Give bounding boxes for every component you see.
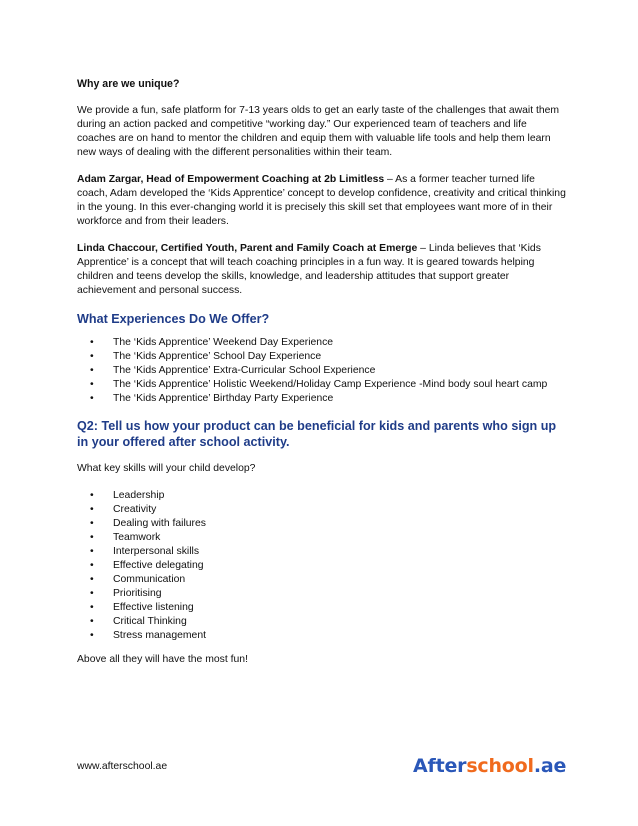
q2-intro: What key skills will your child develop? [77, 463, 256, 474]
list-item: • Communication [90, 574, 186, 585]
q2-heading: Q2: Tell us how your product can be beneficial for kids and parents who sign up in your offered after school activity. [77, 419, 557, 449]
list-item: • Teamwork [90, 532, 161, 543]
list-item: • The ‘Kids Apprentice’ School Day Experience [90, 351, 322, 362]
list-item: • Creativity [90, 504, 157, 515]
logo-part-ae: .ae [533, 755, 567, 777]
why-unique-heading: Why are we unique? [77, 78, 180, 90]
bullet-icon: • [90, 588, 94, 599]
bullet-icon: • [90, 351, 94, 362]
list-item: • The ‘Kids Apprentice’ Weekend Day Experience [90, 337, 334, 348]
list-item: • Dealing with failures [90, 518, 206, 529]
footer-website-link[interactable]: www.afterschool.ae [77, 761, 168, 772]
afterschool-logo [413, 755, 566, 777]
list-item: • Interpersonal skills [90, 546, 200, 557]
bullet-icon: • [90, 379, 94, 390]
bullet-icon: • [90, 337, 94, 348]
bullet-icon: • [90, 630, 94, 641]
bullet-icon: • [90, 546, 94, 557]
quote-adam-name: Adam Zargar, Head of Empowerment Coaching at 2b Limitless [77, 174, 385, 185]
experiences-list [77, 336, 567, 406]
document-body [77, 77, 567, 680]
experiences-heading: What Experiences Do We Offer? [77, 312, 270, 326]
bullet-icon: • [90, 490, 94, 501]
bullet-icon: • [90, 560, 94, 571]
bullet-icon: • [90, 602, 94, 613]
bullet-icon: • [90, 518, 94, 529]
quote-linda-text: – Linda believes that ‘Kids Apprentice’ is a concept that will teach coaching principles in a fun way. It is geared towards helping children and teens develop the skills, knowledge, and leadership attitudes that support greater achievement and personal success. [77, 243, 541, 296]
list-item: • The ‘Kids Apprentice’ Holistic Weekend/Holiday Camp Experience -Mind body soul heart camp [90, 379, 548, 390]
list-item: • Leadership [90, 490, 165, 501]
list-item: • The ‘Kids Apprentice’ Extra-Curricular School Experience [90, 365, 376, 376]
bullet-icon: • [90, 574, 94, 585]
list-item: • Stress management [90, 630, 206, 641]
quote-linda-name: Linda Chaccour, Certified Youth, Parent and Family Coach at Emerge [77, 243, 418, 254]
logo-part-after: After [413, 755, 467, 777]
q2-closing: Above all they will have the most fun! [77, 654, 248, 665]
list-item: • Critical Thinking [90, 616, 187, 627]
quote-adam [77, 173, 567, 229]
list-item: • Prioritising [90, 588, 162, 599]
quote-adam-text: – As a former teacher turned life coach, Adam developed the ‘Kids Apprentice’ concept to develop confidence, creativity and critical thinking in the young. In this ever-changing world it is precisely this skill set that employees want more of in their workforce and from their leaders. [77, 174, 566, 227]
bullet-icon: • [90, 616, 94, 627]
skills-list [77, 489, 567, 643]
bullet-icon: • [90, 532, 94, 543]
quote-linda [77, 242, 567, 298]
logo-part-school: school [466, 755, 534, 777]
bullet-icon: • [90, 393, 94, 404]
list-item: • The ‘Kids Apprentice’ Birthday Party Experience [90, 393, 334, 404]
bullet-icon: • [90, 504, 94, 515]
bullet-icon: • [90, 365, 94, 376]
list-item: • Effective delegating [90, 560, 204, 571]
why-unique-paragraph: We provide a fun, safe platform for 7-13 years olds to get an early taste of the challenges that await them during an action packed and competitive “working day.” Our experienced team of teachers and life coaches are on hand to mentor the children and equip them with valuable life tools and help them learn new ways of dealing with the different personalities within their team. [77, 105, 560, 158]
list-item: • Effective listening [90, 602, 194, 613]
